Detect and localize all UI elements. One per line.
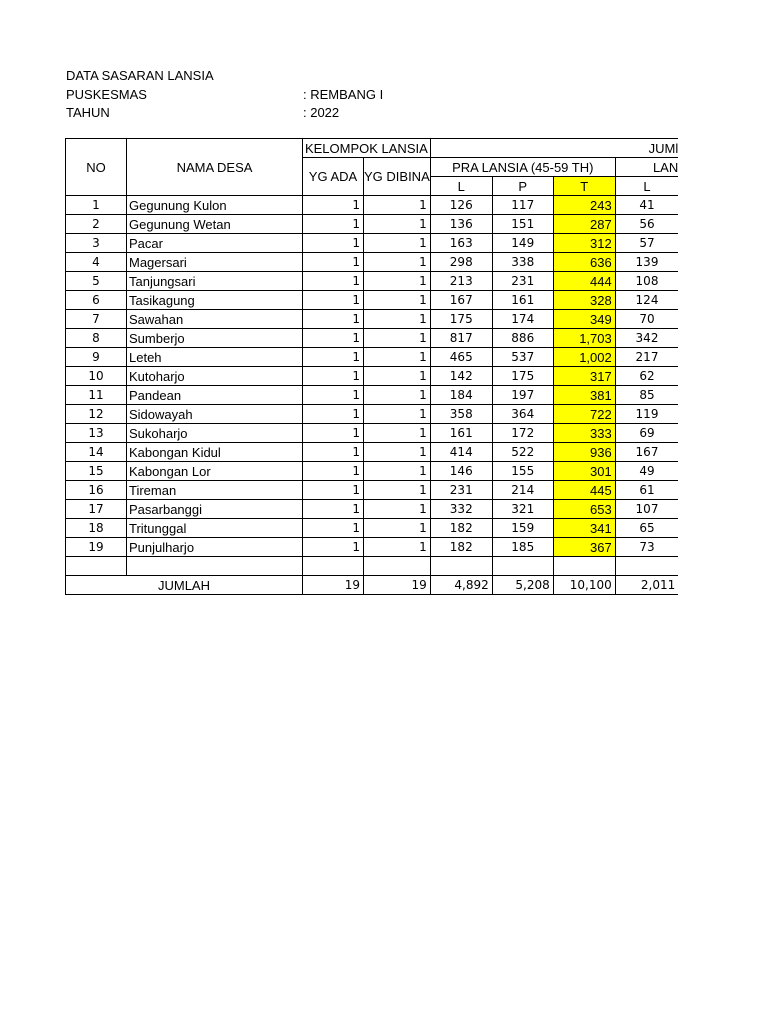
- tahun-label: TAHUN: [66, 105, 110, 120]
- row-t: 287: [553, 215, 615, 234]
- row-no: 19: [66, 538, 127, 557]
- row-l2: 62: [615, 367, 678, 386]
- row-desa: Tasikagung: [127, 291, 303, 310]
- row-l2: 65: [615, 519, 678, 538]
- row-l2: 49: [615, 462, 678, 481]
- puskesmas-value: : REMBANG I: [303, 87, 384, 102]
- row-l2: 108: [615, 272, 678, 291]
- table-row: [66, 538, 679, 557]
- header-lansia: LAN: [615, 158, 678, 177]
- row-t: 653: [553, 500, 615, 519]
- header-p: P: [492, 177, 553, 196]
- row-p: 117: [492, 196, 553, 215]
- row-no: 9: [66, 348, 127, 367]
- header-jumlah-group: JUMl: [430, 139, 678, 158]
- row-t: 936: [553, 443, 615, 462]
- row-l: 414: [430, 443, 492, 462]
- row-yg-ada: 1: [303, 386, 364, 405]
- row-p: 185: [492, 538, 553, 557]
- row-p: 161: [492, 291, 553, 310]
- row-desa: Tritunggal: [127, 519, 303, 538]
- row-no: 17: [66, 500, 127, 519]
- table-row: [66, 462, 679, 481]
- total-l: 4,892: [430, 576, 492, 595]
- table-row: [66, 386, 679, 405]
- row-l: 465: [430, 348, 492, 367]
- row-l2: 69: [615, 424, 678, 443]
- report-title-line: [66, 68, 214, 84]
- report-title: DATA SASARAN LANSIA: [66, 68, 214, 83]
- row-no: 6: [66, 291, 127, 310]
- tahun-line: [66, 105, 340, 121]
- row-t: 367: [553, 538, 615, 557]
- table-row: [66, 348, 679, 367]
- total-row: [66, 576, 679, 595]
- row-yg-dibina: 1: [364, 519, 431, 538]
- table-row: [66, 291, 679, 310]
- row-p: 338: [492, 253, 553, 272]
- row-yg-dibina: 1: [364, 481, 431, 500]
- row-desa: Kutoharjo: [127, 367, 303, 386]
- row-yg-dibina: 1: [364, 500, 431, 519]
- row-no: 7: [66, 310, 127, 329]
- puskesmas-line: [66, 87, 384, 103]
- total-yg-dibina: 19: [364, 576, 431, 595]
- row-l: 358: [430, 405, 492, 424]
- row-l2: 61: [615, 481, 678, 500]
- blank-cell: [364, 557, 431, 576]
- row-t: 328: [553, 291, 615, 310]
- row-yg-ada: 1: [303, 234, 364, 253]
- row-yg-ada: 1: [303, 272, 364, 291]
- row-no: 4: [66, 253, 127, 272]
- row-yg-ada: 1: [303, 196, 364, 215]
- table-row: [66, 253, 679, 272]
- row-l: 163: [430, 234, 492, 253]
- row-l2: 342: [615, 329, 678, 348]
- row-p: 537: [492, 348, 553, 367]
- row-yg-ada: 1: [303, 500, 364, 519]
- row-no: 12: [66, 405, 127, 424]
- row-yg-ada: 1: [303, 443, 364, 462]
- row-l: 184: [430, 386, 492, 405]
- total-t: 10,100: [553, 576, 615, 595]
- lansia-data-table: [65, 138, 678, 595]
- table-row: [66, 500, 679, 519]
- row-no: 13: [66, 424, 127, 443]
- row-p: 214: [492, 481, 553, 500]
- row-yg-ada: 1: [303, 215, 364, 234]
- row-yg-dibina: 1: [364, 310, 431, 329]
- row-l2: 85: [615, 386, 678, 405]
- row-l2: 56: [615, 215, 678, 234]
- row-p: 321: [492, 500, 553, 519]
- row-yg-dibina: 1: [364, 367, 431, 386]
- row-yg-ada: 1: [303, 253, 364, 272]
- blank-cell: [492, 557, 553, 576]
- row-t: 1,703: [553, 329, 615, 348]
- row-yg-dibina: 1: [364, 253, 431, 272]
- row-yg-dibina: 1: [364, 329, 431, 348]
- row-l2: 41: [615, 196, 678, 215]
- row-l2: 73: [615, 538, 678, 557]
- row-desa: Gegunung Kulon: [127, 196, 303, 215]
- row-no: 2: [66, 215, 127, 234]
- row-p: 886: [492, 329, 553, 348]
- row-yg-dibina: 1: [364, 234, 431, 253]
- row-yg-ada: 1: [303, 310, 364, 329]
- row-yg-dibina: 1: [364, 215, 431, 234]
- row-t: 349: [553, 310, 615, 329]
- puskesmas-label: PUSKESMAS: [66, 87, 147, 102]
- row-yg-ada: 1: [303, 462, 364, 481]
- row-no: 16: [66, 481, 127, 500]
- row-desa: Kabongan Kidul: [127, 443, 303, 462]
- row-l2: 107: [615, 500, 678, 519]
- row-no: 10: [66, 367, 127, 386]
- blank-cell: [430, 557, 492, 576]
- table-row: [66, 234, 679, 253]
- row-yg-dibina: 1: [364, 538, 431, 557]
- blank-cell: [303, 557, 364, 576]
- row-l: 161: [430, 424, 492, 443]
- table-row: [66, 367, 679, 386]
- header-yg-ada: YG ADA: [303, 158, 364, 196]
- row-yg-ada: 1: [303, 519, 364, 538]
- header-l2: L: [615, 177, 678, 196]
- row-l2: 70: [615, 310, 678, 329]
- row-l: 126: [430, 196, 492, 215]
- row-yg-ada: 1: [303, 538, 364, 557]
- header-no: NO: [66, 139, 127, 196]
- header-t: T: [553, 177, 615, 196]
- row-yg-dibina: 1: [364, 443, 431, 462]
- row-l2: 139: [615, 253, 678, 272]
- table-row: [66, 405, 679, 424]
- row-p: 172: [492, 424, 553, 443]
- row-t: 445: [553, 481, 615, 500]
- row-yg-dibina: 1: [364, 291, 431, 310]
- row-yg-dibina: 1: [364, 196, 431, 215]
- row-desa: Sawahan: [127, 310, 303, 329]
- row-l: 136: [430, 215, 492, 234]
- row-l2: 57: [615, 234, 678, 253]
- table-row: [66, 424, 679, 443]
- row-t: 312: [553, 234, 615, 253]
- row-desa: Pacar: [127, 234, 303, 253]
- table-row: [66, 519, 679, 538]
- table-row: [66, 215, 679, 234]
- row-t: 636: [553, 253, 615, 272]
- row-no: 15: [66, 462, 127, 481]
- row-l: 175: [430, 310, 492, 329]
- total-label: JUMLAH: [66, 576, 303, 595]
- table-row: [66, 272, 679, 291]
- total-p: 5,208: [492, 576, 553, 595]
- row-p: 174: [492, 310, 553, 329]
- header-nama-desa: NAMA DESA: [127, 139, 303, 196]
- row-desa: Kabongan Lor: [127, 462, 303, 481]
- row-p: 159: [492, 519, 553, 538]
- row-l: 142: [430, 367, 492, 386]
- row-t: 1,002: [553, 348, 615, 367]
- row-p: 197: [492, 386, 553, 405]
- row-l2: 119: [615, 405, 678, 424]
- row-t: 341: [553, 519, 615, 538]
- row-yg-ada: 1: [303, 481, 364, 500]
- row-p: 175: [492, 367, 553, 386]
- row-l2: 167: [615, 443, 678, 462]
- blank-row: [66, 557, 679, 576]
- row-l: 167: [430, 291, 492, 310]
- row-l: 332: [430, 500, 492, 519]
- row-p: 364: [492, 405, 553, 424]
- row-l: 231: [430, 481, 492, 500]
- row-l2: 217: [615, 348, 678, 367]
- row-no: 8: [66, 329, 127, 348]
- row-yg-dibina: 1: [364, 424, 431, 443]
- row-desa: Pandean: [127, 386, 303, 405]
- row-yg-ada: 1: [303, 367, 364, 386]
- header-kelompok-lansia: KELOMPOK LANSIA: [303, 139, 431, 158]
- row-p: 151: [492, 215, 553, 234]
- row-desa: Sidowayah: [127, 405, 303, 424]
- table-row: [66, 196, 679, 215]
- row-yg-ada: 1: [303, 424, 364, 443]
- row-t: 317: [553, 367, 615, 386]
- row-l2: 124: [615, 291, 678, 310]
- row-yg-dibina: 1: [364, 348, 431, 367]
- table-row: [66, 329, 679, 348]
- blank-cell: [553, 557, 615, 576]
- table-row: [66, 310, 679, 329]
- total-l2: 2,011: [615, 576, 678, 595]
- header-yg-dibina: YG DIBINA: [364, 158, 431, 196]
- blank-cell: [127, 557, 303, 576]
- row-no: 1: [66, 196, 127, 215]
- row-t: 722: [553, 405, 615, 424]
- row-p: 149: [492, 234, 553, 253]
- row-desa: Sumberjo: [127, 329, 303, 348]
- table-row: [66, 443, 679, 462]
- row-no: 14: [66, 443, 127, 462]
- row-p: 231: [492, 272, 553, 291]
- row-p: 522: [492, 443, 553, 462]
- blank-cell: [66, 557, 127, 576]
- row-p: 155: [492, 462, 553, 481]
- row-l: 146: [430, 462, 492, 481]
- row-no: 11: [66, 386, 127, 405]
- blank-cell: [615, 557, 678, 576]
- row-desa: Tanjungsari: [127, 272, 303, 291]
- row-l: 298: [430, 253, 492, 272]
- row-no: 3: [66, 234, 127, 253]
- row-l: 817: [430, 329, 492, 348]
- row-desa: Pasarbanggi: [127, 500, 303, 519]
- table-row: [66, 481, 679, 500]
- row-yg-ada: 1: [303, 348, 364, 367]
- row-yg-dibina: 1: [364, 462, 431, 481]
- row-yg-dibina: 1: [364, 386, 431, 405]
- row-desa: Sukoharjo: [127, 424, 303, 443]
- row-t: 444: [553, 272, 615, 291]
- row-yg-ada: 1: [303, 291, 364, 310]
- row-t: 381: [553, 386, 615, 405]
- row-t: 333: [553, 424, 615, 443]
- row-yg-ada: 1: [303, 329, 364, 348]
- row-desa: Punjulharjo: [127, 538, 303, 557]
- row-desa: Magersari: [127, 253, 303, 272]
- row-desa: Tireman: [127, 481, 303, 500]
- row-l: 182: [430, 519, 492, 538]
- row-desa: Leteh: [127, 348, 303, 367]
- row-t: 243: [553, 196, 615, 215]
- row-no: 18: [66, 519, 127, 538]
- row-t: 301: [553, 462, 615, 481]
- row-yg-dibina: 1: [364, 405, 431, 424]
- row-l: 213: [430, 272, 492, 291]
- row-yg-dibina: 1: [364, 272, 431, 291]
- tahun-value: : 2022: [303, 105, 340, 120]
- header-pra-lansia: PRA LANSIA (45-59 TH): [430, 158, 615, 177]
- header-l: L: [430, 177, 492, 196]
- total-yg-ada: 19: [303, 576, 364, 595]
- row-desa: Gegunung Wetan: [127, 215, 303, 234]
- row-l: 182: [430, 538, 492, 557]
- row-yg-ada: 1: [303, 405, 364, 424]
- row-no: 5: [66, 272, 127, 291]
